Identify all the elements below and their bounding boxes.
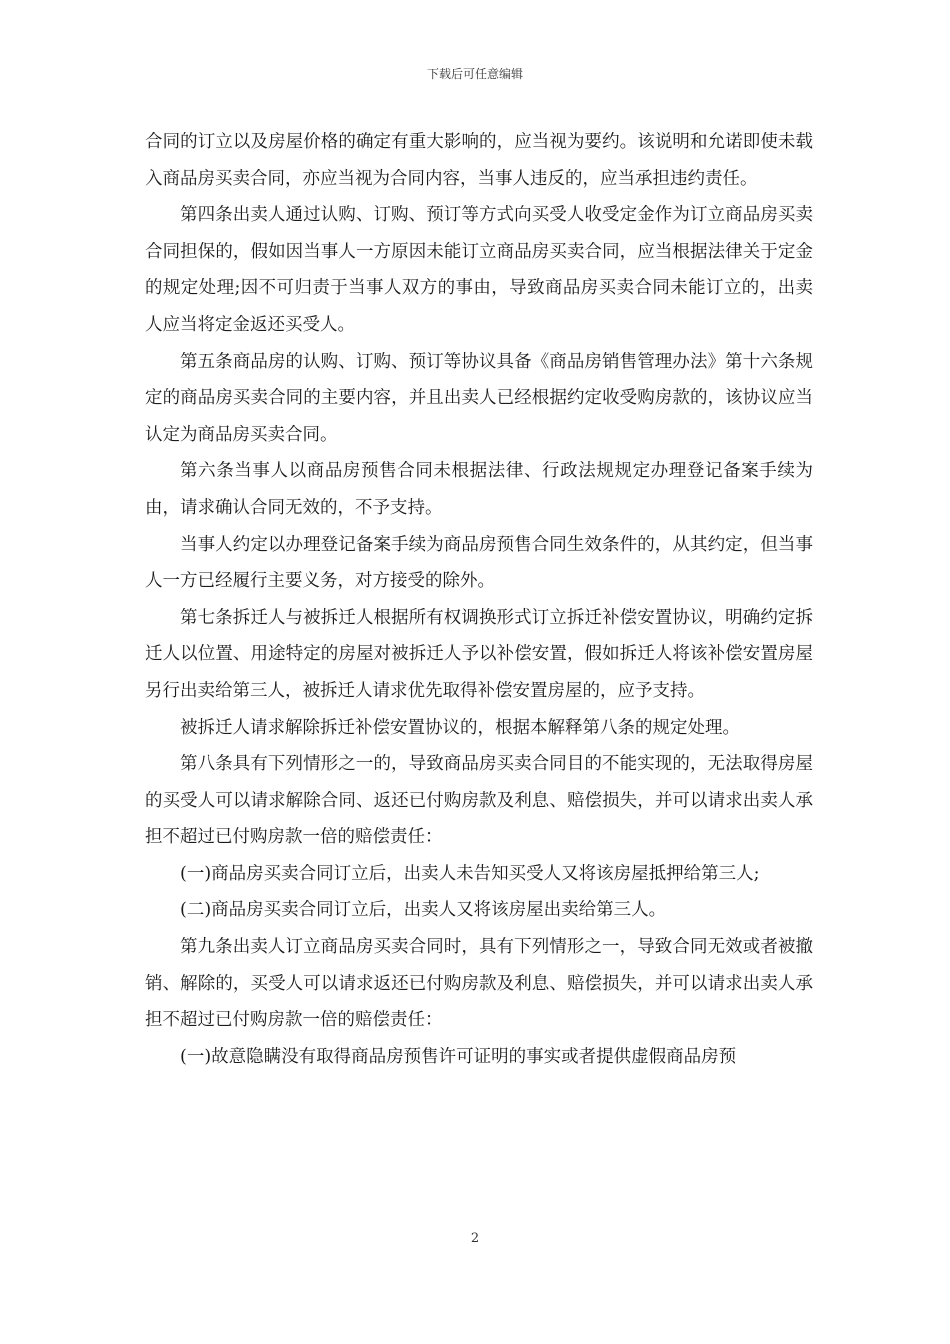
paragraph: 第五条商品房的认购、订购、预订等协议具备《商品房销售管理办法》第十六条规定的商品房买卖合同的主要内容，并且出卖人已经根据约定收受购房款的，该协议应当认定为商品房买卖合同。: [145, 351, 813, 445]
paragraph: 合同的订立以及房屋价格的确定有重大影响的，应当视为要约。该说明和允诺即使未载入商品房买卖合同，亦应当视为合同内容，当事人违反的，应当承担违约责任。: [145, 132, 813, 189]
paragraph: (一)故意隐瞒没有取得商品房预售许可证明的事实或者提供虚假商品房预: [180, 1046, 737, 1067]
page-number: 2: [470, 1231, 480, 1246]
paragraph: 第六条当事人以商品房预售合同未根据法律、行政法规规定办理登记备案手续为由，请求确认合同无效的，不予支持。: [145, 461, 813, 518]
paragraph: 第七条拆迁人与被拆迁人根据所有权调换形式订立拆迁补偿安置协议，明确约定拆迁人以位置、用途特定的房屋对被拆迁人予以补偿安置，假如拆迁人将该补偿安置房屋另行出卖给第三人，被拆迁人请求优先取得补偿安置房屋的，应予支持。: [145, 607, 813, 701]
page-header: 下载后可任意编辑: [426, 67, 523, 81]
paragraph: 被拆迁人请求解除拆迁补偿安置协议的，根据本解释第八条的规定处理。: [180, 717, 740, 738]
paragraph: 当事人约定以办理登记备案手续为商品房预售合同生效条件的，从其约定，但当事人一方已经履行主要义务，对方接受的除外。: [145, 534, 813, 592]
paragraph: (二)商品房买卖合同订立后，出卖人又将该房屋出卖给第三人。: [180, 900, 667, 921]
paragraph: (一)商品房买卖合同订立后，出卖人未告知买受人又将该房屋抵押给第三人;: [180, 863, 760, 884]
paragraph: 第八条具有下列情形之一的，导致商品房买卖合同目的不能实现的，无法取得房屋的买受人可以请求解除合同、返还已付购房款及利息、赔偿损失，并可以请求出卖人承担不超过已付购房款一倍的赔偿责任：: [145, 754, 813, 848]
document-body: [145, 124, 813, 1075]
paragraph: 第九条出卖人订立商品房买卖合同时，具有下列情形之一，导致合同无效或者被撤销、解除的，买受人可以请求返还已付购房款及利息、赔偿损失，并可以请求出卖人承担不超过已付购房款一倍的赔偿责任：: [145, 937, 813, 1031]
paragraph: 第四条出卖人通过认购、订购、预订等方式向买受人收受定金作为订立商品房买卖合同担保的，假如因当事人一方原因未能订立商品房买卖合同，应当根据法律关于定金的规定处理;因不可归责于当事人双方的事由，导致商品房买卖合同未能订立的，出卖人应当将定金返还买受人。: [145, 205, 813, 335]
